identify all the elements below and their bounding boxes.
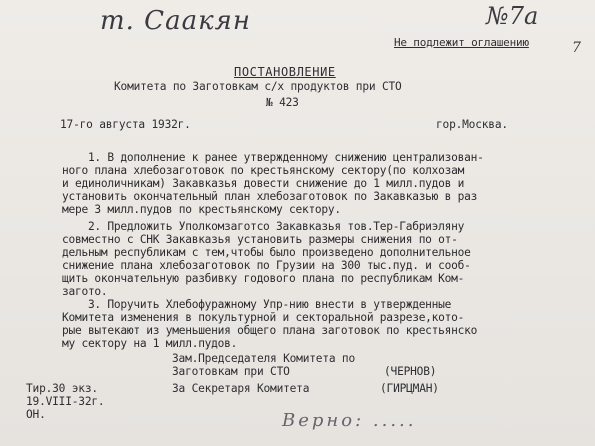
operator-initials: ОН. [26,408,46,421]
paragraph-line: дельным республикам с тем,чтобы было произведено дополнительное [62,246,471,259]
document-place: гор.Москва. [436,118,508,131]
paragraph-line: Комитета изменения в покультурной и секторальной разрезе,кото- [62,311,465,324]
secretary-title: За Секретаря Комитета [172,382,310,395]
paragraph-line: 3. Поручить Хлебофуражному Упр-нию внести в утвержденные [62,298,452,311]
print-date: 19.VIII-32г. [26,395,105,408]
paragraph-1 [62,151,587,216]
paragraph-line: му сектору на 1 милл.пудов. [62,337,238,350]
deputy-chair-name: (ЧЕРНОВ) [384,365,437,378]
print-run: Тир.30 экз. [26,382,98,395]
secrecy-stamp: Не подлежит оглашению [394,36,529,49]
paragraph-3 [62,298,587,350]
handwritten-addressee: т. Саакян [100,6,251,36]
deputy-chair-title-2: Заготовкам при СТО [172,365,290,378]
paragraph-line: 2. Предложить Уполкомзаготсо Закавказья тов.Тер-Габриэляну [62,220,465,233]
paragraph-line: совместно с СНК Закавказья установить размеры снижения по от- [62,233,458,246]
paragraph-line: щить окончательную разбивку годового плана по республикам Ком- [62,272,465,285]
document-subtitle: Комитета по Заготовкам с/х продуктов при СТО [114,80,402,93]
paragraph-line: снижение плана хлебозаготовок по Грузии на 300 тыс.пуд. и сооб- [62,259,471,272]
secretary-name: (ГИРЦМАН) [380,382,439,395]
paragraph-line: рые вытекают из уменьшения общего плана заготовок по крестьянско [62,324,478,337]
paragraph-line: 1. В дополнение к ранее утвержденному снижению централизован- [62,151,484,164]
handwritten-number: №7а [486,2,539,30]
paragraph-line: установить окончательный план хлебозаготовок по Закавказью в раз [62,190,478,203]
paragraph-line: загото. [62,285,108,298]
paragraph-line: и единоличникам) Закавказья довести снижение до 1 милл.пудов и [62,177,465,190]
document-date: 17-го августа 1932г. [60,118,191,131]
paragraph-2 [62,220,587,298]
document-title: ПОСТАНОВЛЕНИЕ [234,65,336,79]
stamp-mark: 7 [572,40,581,56]
handwritten-verification: Верно: ..... [282,410,417,431]
document-number: № 423 [266,96,299,109]
paragraph-line: ного плана хлебозаготовок по крестьянскому сектору(по колхозам [62,164,465,177]
paragraph-line: мере 3 милл.пудов по крестьянскому сектору. [62,203,341,216]
deputy-chair-title-1: Зам.Председателя Комитета по [172,352,355,365]
